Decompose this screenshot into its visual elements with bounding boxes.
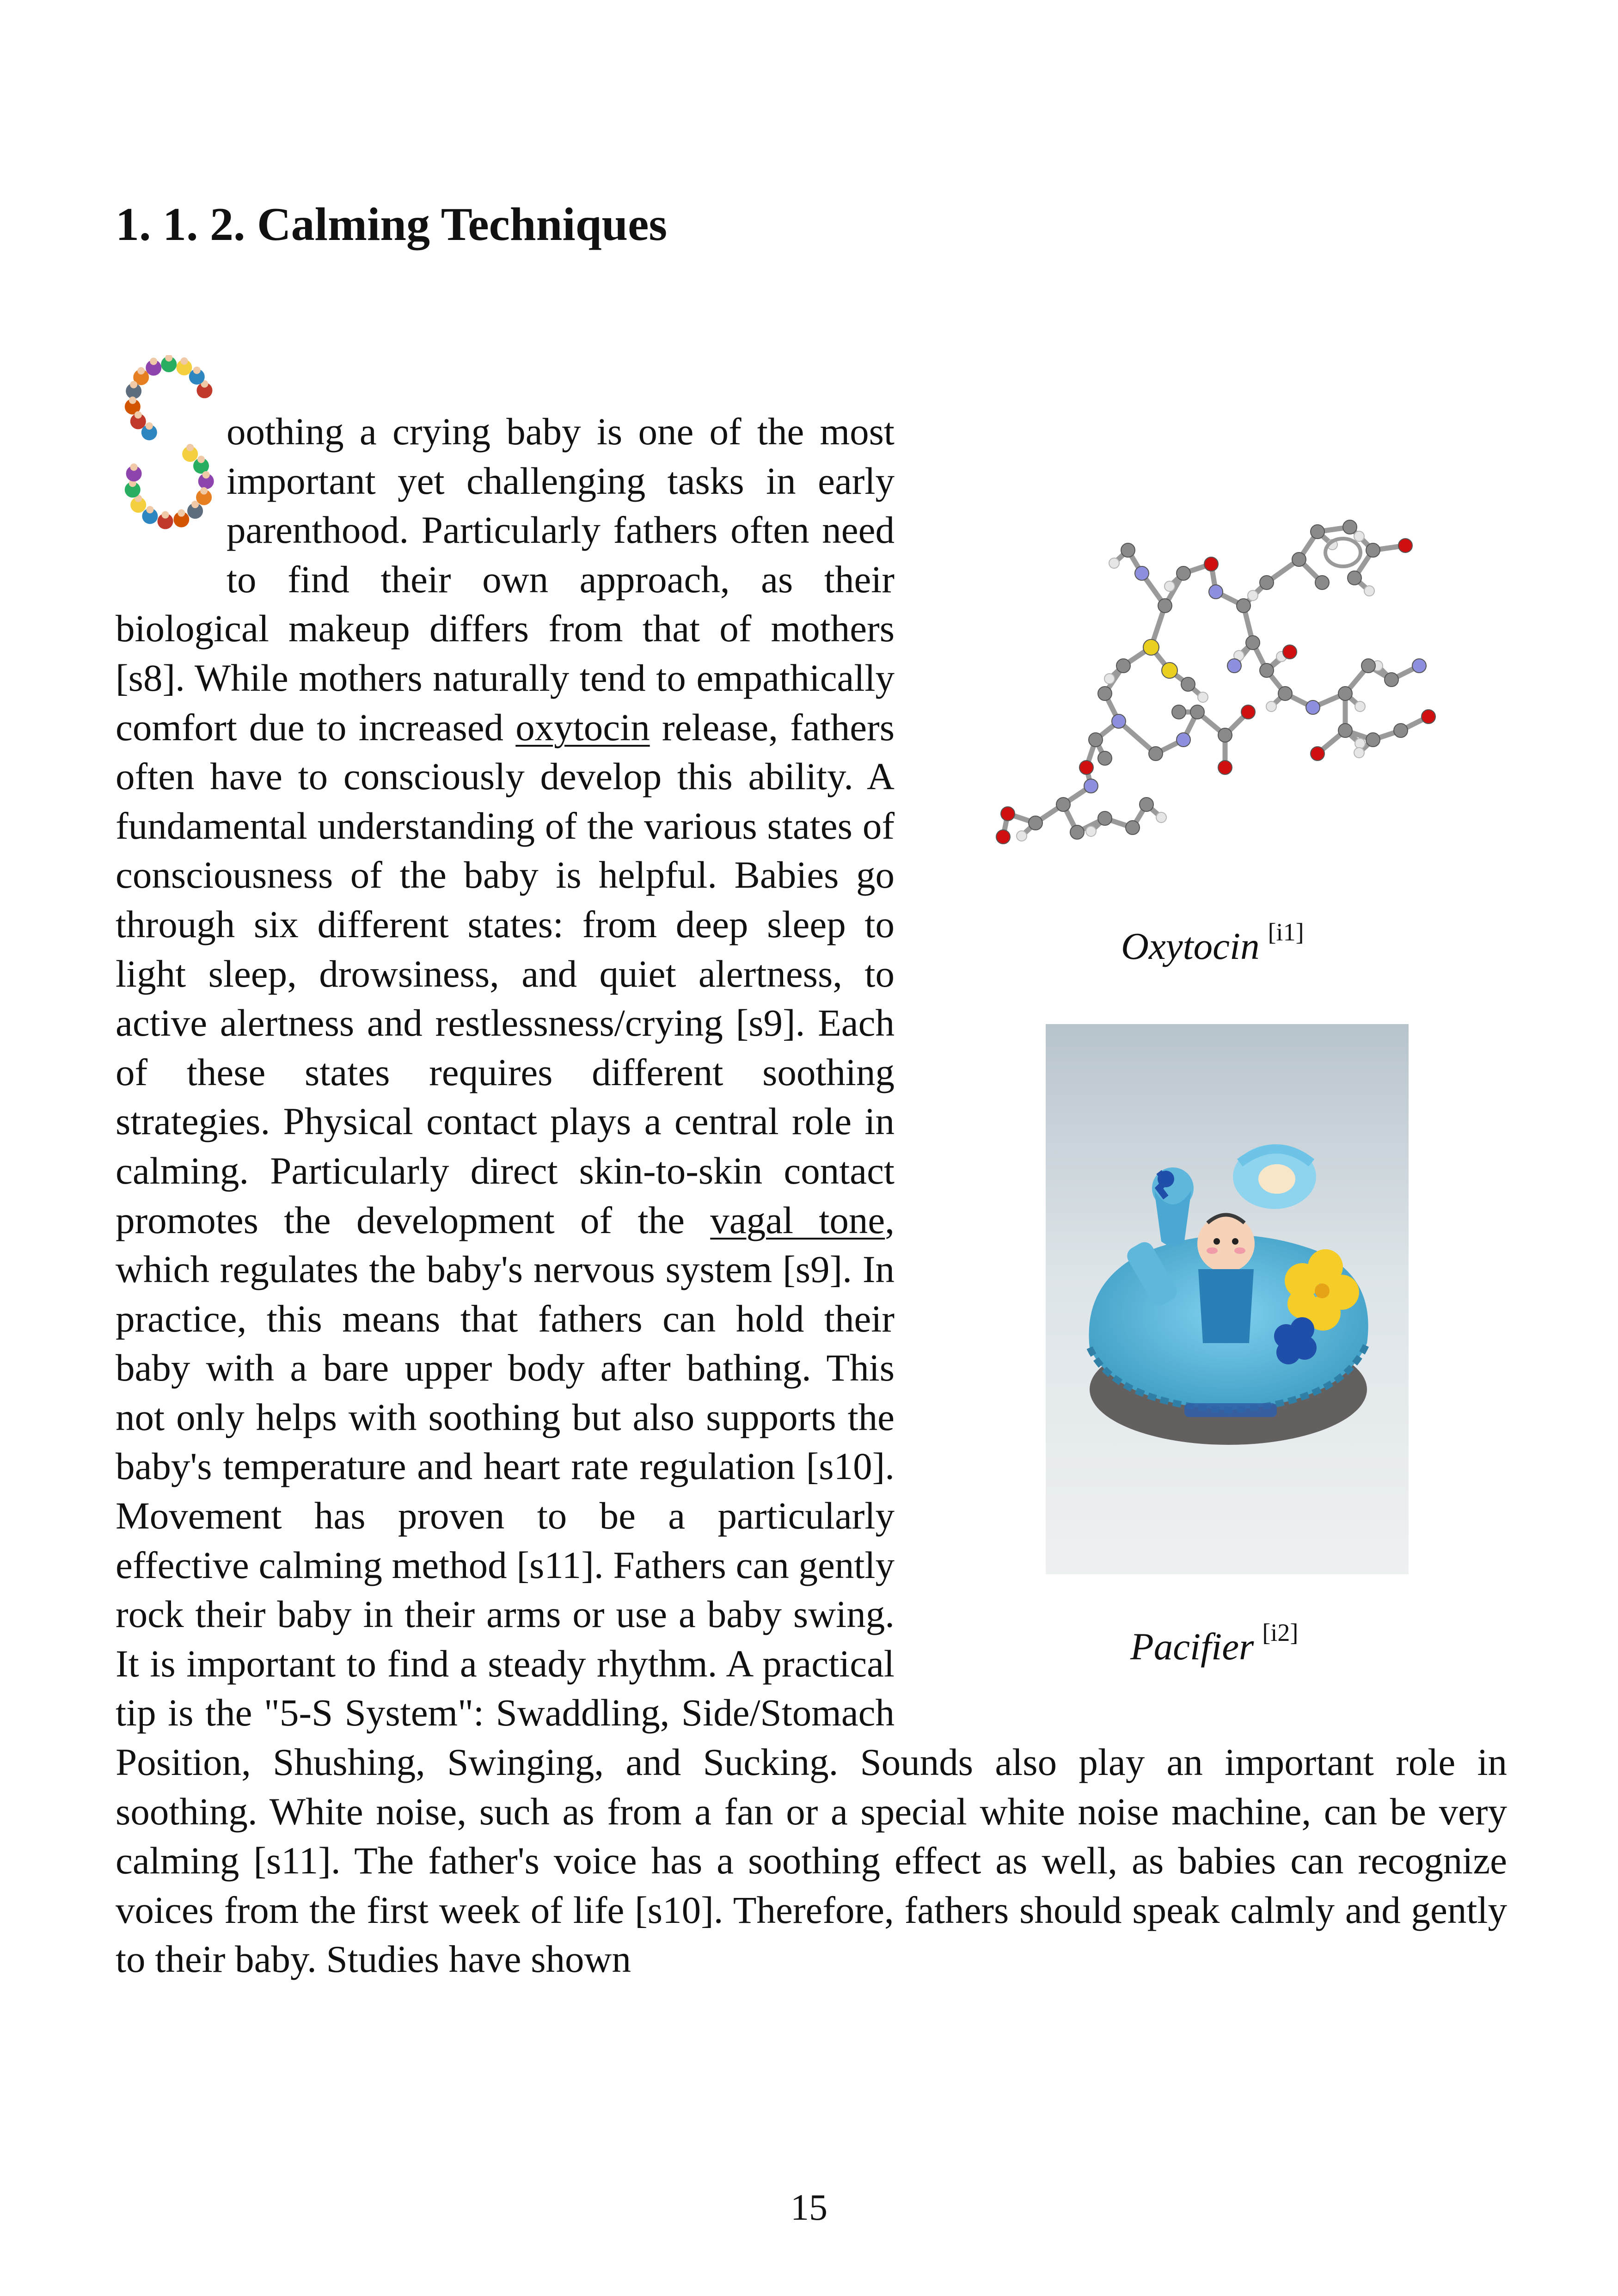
- carbon-atom: [1246, 636, 1260, 650]
- oxygen-atom: [1241, 705, 1255, 719]
- carbon-atom: [1140, 798, 1153, 811]
- carbon-atom: [1237, 599, 1250, 613]
- nitrogen-atom: [1135, 566, 1149, 580]
- dropcap-figure-head: [130, 381, 137, 388]
- hydrogen-atom: [1086, 826, 1096, 836]
- hydrogen-atom: [1354, 748, 1364, 758]
- figure-caption-oxytocin: [1121, 918, 1304, 968]
- page-number: 15: [791, 2187, 827, 2228]
- hydrogen-atom: [1354, 531, 1364, 541]
- carbon-atom: [1338, 724, 1352, 737]
- oxygen-atom: [1204, 557, 1218, 571]
- carbon-atom: [1361, 659, 1375, 673]
- dropcap-figure-head: [180, 357, 188, 365]
- carbon-atom: [1181, 677, 1195, 691]
- carbon-atom: [1098, 811, 1112, 825]
- carbon-atom: [1315, 576, 1329, 589]
- nitrogen-atom: [1084, 779, 1098, 793]
- carbon-atom: [1292, 553, 1306, 566]
- oxygen-atom: [996, 830, 1010, 844]
- carbon-atom: [1070, 825, 1084, 839]
- hydrogen-atom: [1164, 581, 1175, 591]
- carbon-atom: [1177, 566, 1190, 580]
- carbon-atom: [1366, 543, 1380, 557]
- hydrogen-atom: [1109, 558, 1119, 568]
- carbon-atom: [1158, 599, 1172, 613]
- oxytocin-molecule-image: [966, 453, 1521, 860]
- carbon-atom: [1311, 525, 1324, 539]
- hydrogen-atom: [1017, 831, 1027, 841]
- hydrogen-atom: [1266, 701, 1276, 712]
- carbon-atom: [1338, 687, 1352, 700]
- nitrogen-atom: [1209, 585, 1223, 599]
- carbon-atom: [1278, 687, 1292, 700]
- dropcap-figure-head: [193, 367, 201, 374]
- oxygen-atom: [1283, 645, 1297, 659]
- pacifier-photo: [1046, 1024, 1409, 1574]
- carbon-atom: [1029, 816, 1042, 830]
- carbon-atom: [1172, 705, 1186, 719]
- carbon-atom: [1089, 733, 1103, 747]
- image-reference[interactable]: [i1]: [1268, 918, 1304, 946]
- hydrogen-atom: [1104, 674, 1115, 684]
- oxygen-atom: [1311, 747, 1324, 761]
- link-vagal-tone[interactable]: vagal tone: [710, 1198, 885, 1241]
- caption-text: Oxytocin: [1121, 925, 1260, 967]
- oxygen-atom: [1001, 807, 1015, 821]
- carbon-atom: [1218, 728, 1232, 742]
- carbon-atom: [1260, 663, 1274, 677]
- nitrogen-atom: [1112, 714, 1126, 728]
- carbon-atom: [1149, 747, 1163, 761]
- text-segment: oothing a crying baby is one of the most important yet challenging tasks in early parenthood. Particularly fathers often need to find their own approach, as their biological makeup differs from that of mothers [s8]. While mothers naturally tend to empathically comfort due to increased: [116, 410, 895, 749]
- aromatic-ring: [1325, 539, 1361, 566]
- dropcap-figure-head: [137, 367, 145, 374]
- nitrogen-atom: [1412, 659, 1426, 673]
- carbon-atom: [1366, 733, 1380, 747]
- dropcap-figure-head: [129, 397, 136, 404]
- carbon-atom: [1260, 576, 1274, 589]
- carbon-atom: [1116, 659, 1130, 673]
- text-segment: release, fathers often have to consciously develop this ability. A fundamental understanding of the various states of consciousness of the baby is helpful. Babies go through six different states: from deep sleep to light sleep, drowsiness, and quiet alertness, to active alertness and restlessness/crying [s9]. Each of these states requires different soothing strategies. Physical contact plays a central role in calming. Particularly direct skin-to-skin contact promotes the development of the: [116, 706, 895, 1241]
- image-reference[interactable]: [i2]: [1262, 1619, 1299, 1646]
- carbon-atom: [1385, 673, 1398, 687]
- carbon-atom: [1348, 571, 1361, 585]
- nitrogen-atom: [1227, 659, 1241, 673]
- link-oxytocin[interactable]: oxytocin: [515, 706, 650, 749]
- sulfur-atom: [1143, 639, 1159, 655]
- nitrogen-atom: [1177, 733, 1190, 747]
- figure-caption-pacifier: [1130, 1618, 1298, 1669]
- oxygen-atom: [1079, 761, 1093, 774]
- hydrogen-atom: [1198, 692, 1208, 702]
- carbon-atom: [1343, 520, 1357, 534]
- hydrogen-atom: [1248, 590, 1258, 601]
- carbon-atom: [1190, 705, 1204, 719]
- oxygen-atom: [1422, 710, 1435, 724]
- dropcap-indent: [116, 407, 227, 555]
- hydrogen-atom: [1364, 586, 1374, 596]
- section-heading: 1. 1. 2. Calming Techniques: [116, 198, 668, 251]
- text-segment: , which regulates the baby's nervous system [s9]. In practice, this means that fathers can hold their baby with a bare upper body after bathing. This not only helps with soothing but also supports the baby's temperature and heart rate regulation [s10]. Movement has proven to be a particularly effective calming method [s11]. Fathers can gently rock their baby in their arms or use a baby swing. It is important to find a steady rhythm. A practical tip is the "5-S System": Swaddling, Side/Stomach Position, Shushing, Swinging, and Sucking. Sounds also play an important role in soothing. White noise, such as from a fan or a special white noise machine, can be very calming [s11]. The father's voice has a soothing effect as well, as babies can recognize voices from the first week of life [s10]. Therefore, fathers should speak calmly and gently to their baby. Studies have shown: [116, 1198, 1507, 1981]
- carbon-atom: [1121, 543, 1135, 557]
- carbon-atom: [1098, 751, 1112, 765]
- hydrogen-atom: [1355, 738, 1365, 749]
- carbon-atom: [1098, 687, 1112, 700]
- oxygen-atom: [1398, 539, 1412, 553]
- dropcap-figure-head: [150, 358, 157, 365]
- oxygen-atom: [1218, 761, 1232, 774]
- hydrogen-atom: [1355, 701, 1365, 712]
- caption-text: Pacifier: [1130, 1625, 1254, 1668]
- nitrogen-atom: [1306, 700, 1320, 714]
- hydrogen-atom: [1156, 812, 1166, 823]
- carbon-atom: [1056, 798, 1070, 811]
- carbon-atom: [1394, 724, 1408, 737]
- sulfur-atom: [1162, 663, 1177, 678]
- carbon-atom: [1126, 821, 1140, 835]
